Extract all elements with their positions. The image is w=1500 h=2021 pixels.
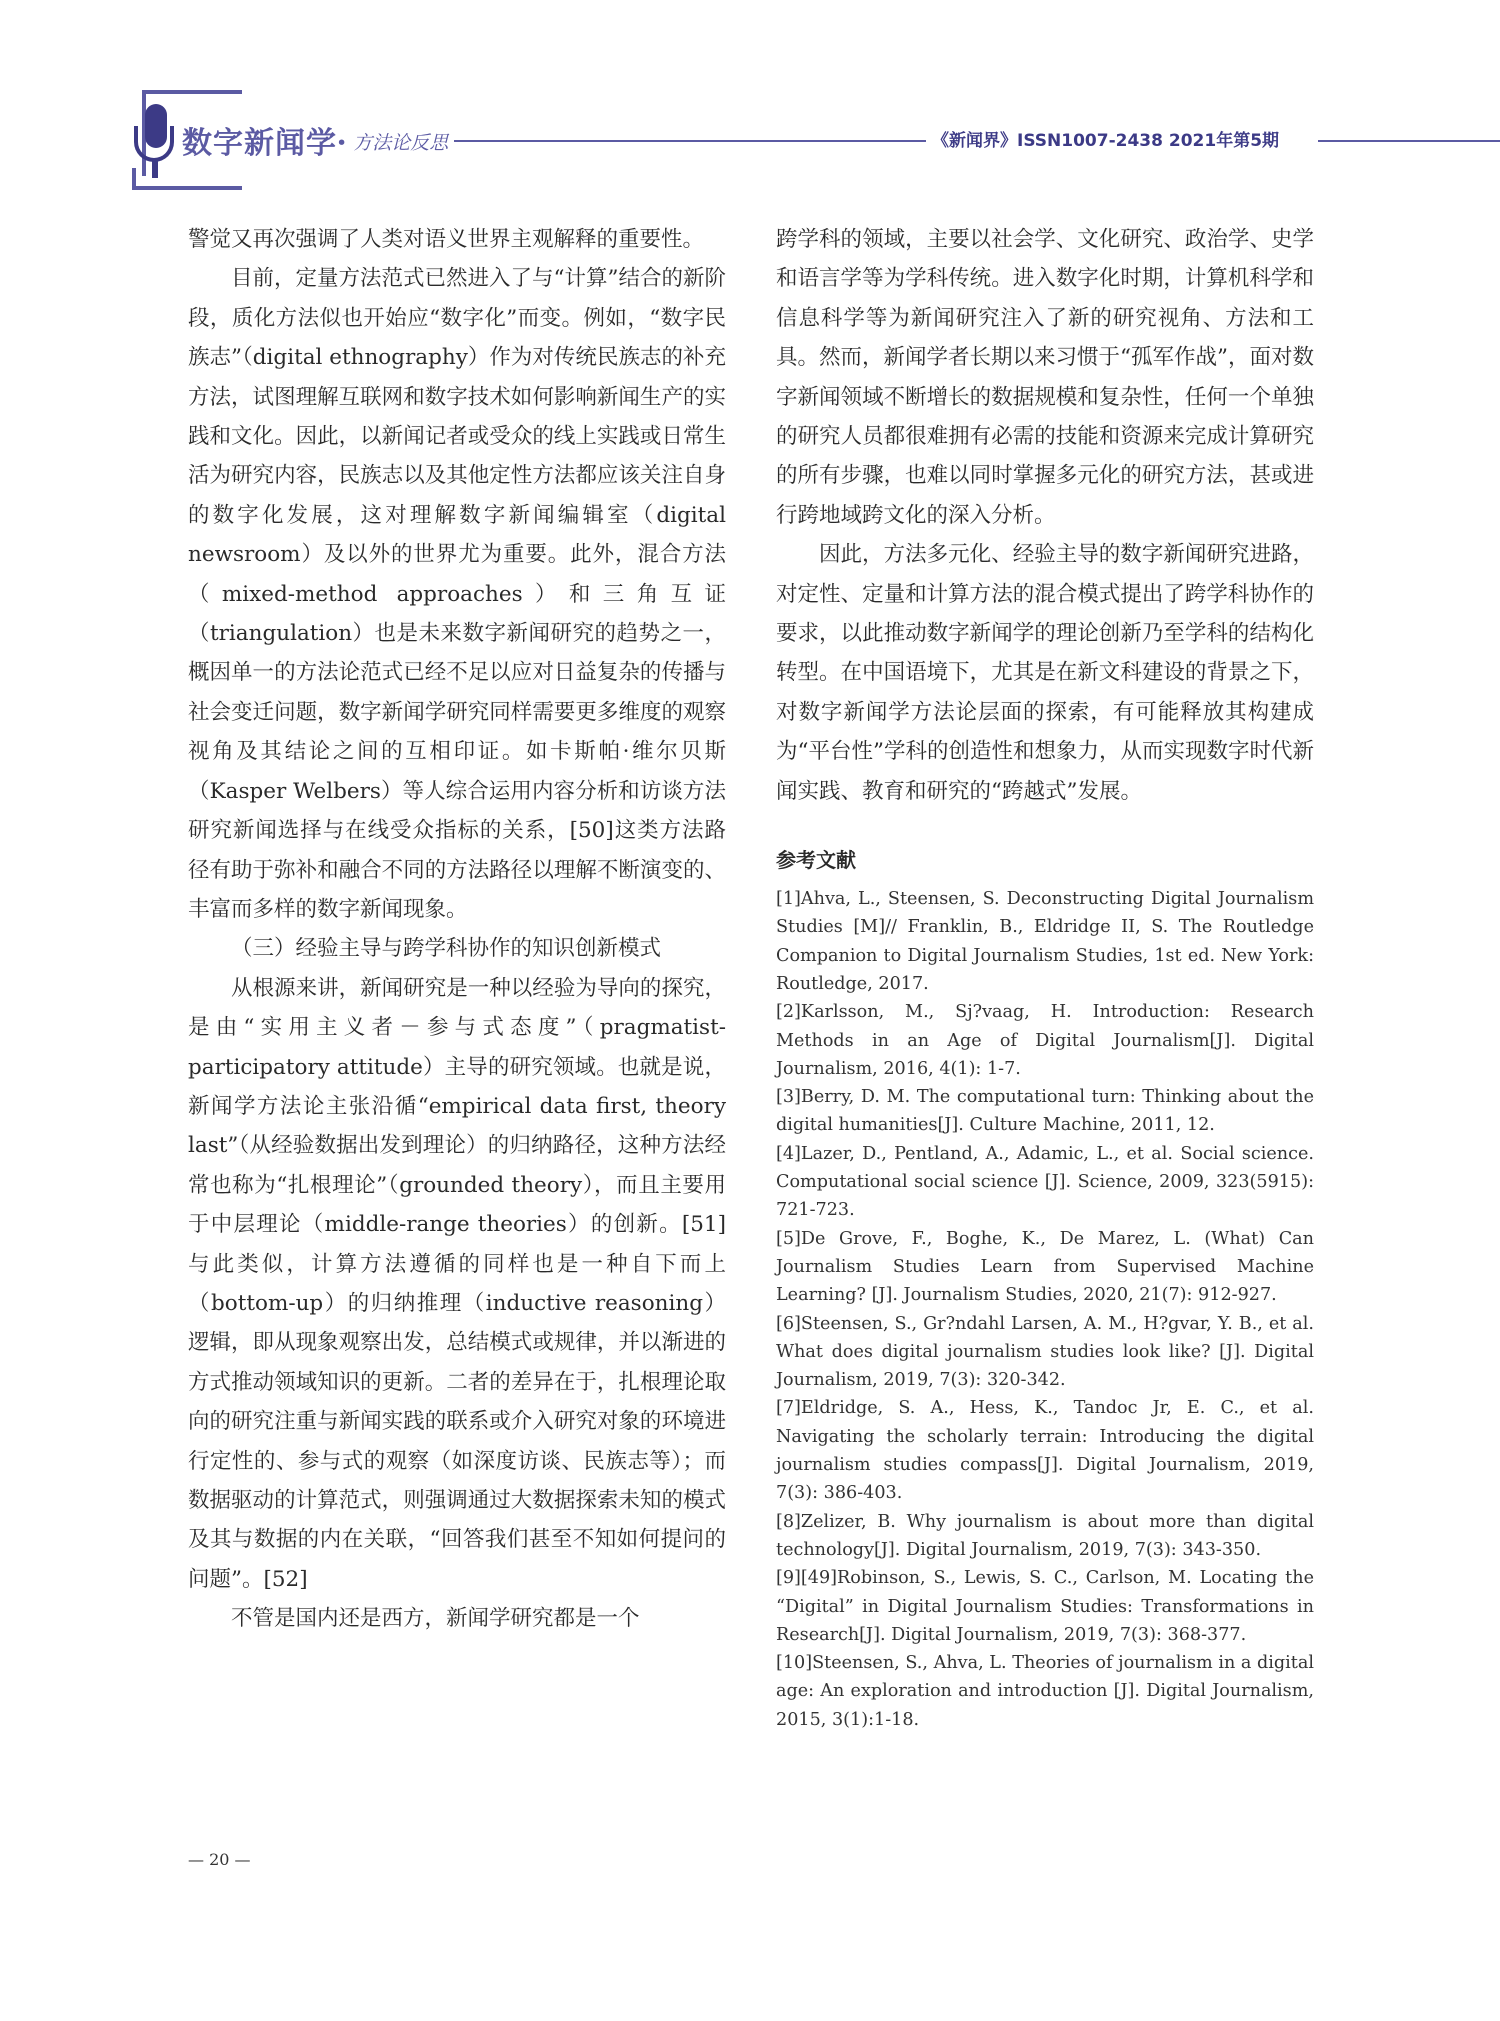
reference-item: [8]Zelizer, B. Why journalism is about more than digital technology[J]. Digital Journalism, 2019, 7(3): 343-350.	[776, 1511, 1314, 1560]
paragraph: 目前，定量方法范式已然进入了与“计算”结合的新阶段，质化方法似也开始应“数字化”而变。例如，“数字民族志”（digital ethnography）作为对传统民族志的补充方法，试图理解互联网和数字技术如何影响新闻生产的实践和文化。因此，以新闻记者或受众的线上实践或日常生活为研究内容，民族志以及其他定性方法都应该关注自身的数字化发展，这对理解数字新闻编辑室（digital newsroom）及以外的世界尤为重要。此外，混合方法（mixed-method approaches）和三角互证（triangulation）也是未来数字新闻研究的趋势之一，概因单一的方法论范式已经不足以应对日益复杂的传播与社会变迁问题，数字新闻学研究同样需要更多维度的观察视角及其结论之间的互相印证。如卡斯帕·维尔贝斯（Kasper Welbers）等人综合运用内容分析和访谈方法研究新闻选择与在线受众指标的关系，[50]这类方法路径有助于弥补和融合不同的方法路径以理解不断演变的、丰富而多样的数字新闻现象。	[188, 266, 726, 922]
right-column	[776, 220, 1314, 1734]
page-number: — 20 —	[188, 1850, 251, 1869]
reference-item: [1]Ahva, L., Steensen, S. Deconstructing Digital Journalism Studies [M]// Franklin, B., Eldridge II, S. The Routledge Companion to Digital Journalism Studies, 1st ed. New York: Routledge, 2017.	[776, 889, 1314, 994]
reference-item: [3]Berry, D. M. The computational turn: Thinking about the digital humanities[J]. Culture Machine, 2011, 12.	[776, 1087, 1314, 1136]
reference-item: [5]De Grove, F., Boghe, K., De Marez, L. (What) Can Journalism Studies Learn from Supervised Machine Learning? [J]. Journalism Studies, 2020, 21(7): 912-927.	[776, 1228, 1314, 1306]
paragraph: 不管是国内还是西方，新闻学研究都是一个	[231, 1606, 640, 1632]
paragraph: 从根源来讲，新闻研究是一种以经验为导向的探究，是由“实用主义者－参与式态度”（pragmatist-participatory attitude）主导的研究领域。也就是说，新闻学方法论主张沿循“empirical data first, theory last”（从经验数据出发到理论）的归纳路径，这种方法经常也称为“扎根理论”（grounded theory），而且主要用于中层理论（middle-range theories）的创新。[51]与此类似，计算方法遵循的同样也是一种自下而上（bottom-up）的归纳推理（inductive reasoning）逻辑，即从现象观察出发，总结模式或规律，并以渐进的方式推动领域知识的更新。二者的差异在于，扎根理论取向的研究注重与新闻实践的联系或介入研究对象的环境进行定性的、参与式的观察（如深度访谈、民族志等）；而数据驱动的计算范式，则强调通过大数据探索未知的模式及其与数据的内在关联，“回答我们甚至不知如何提问的问题”。[52]	[188, 975, 726, 1592]
logo-frame-bottom	[132, 168, 242, 190]
reference-item: [9][49]Robinson, S., Lewis, S. C., Carlson, M. Locating the “Digital” in Digital Journalism Studies: Transformations in Research[J]. Digital Journalism, 2019, 7(3): 368-377.	[776, 1568, 1314, 1645]
header-divider-right	[1318, 140, 1500, 142]
references-list	[776, 885, 1314, 1734]
reference-item: [10]Steensen, S., Ahva, L. Theories of journalism in a digital age: An exploration and introduction [J]. Digital Journalism, 2015, 3(1):1-18.	[776, 1653, 1314, 1730]
section-subheading: （三）经验主导与跨学科协作的知识创新模式	[231, 936, 662, 962]
paragraph: 警觉又再次强调了人类对语义世界主观解释的重要性。	[188, 227, 705, 252]
microphone-stem-icon	[152, 160, 158, 178]
header-divider-left	[454, 140, 926, 142]
references-title: 参考文献	[776, 848, 856, 873]
left-column	[188, 220, 726, 1639]
reference-item: [4]Lazer, D., Pentland, A., Adamic, L., et al. Social science. Computational social science [J]. Science, 2009, 323(5915): 721-723.	[776, 1143, 1314, 1221]
reference-item: [6]Steensen, S., Gr?ndahl Larsen, A. M., H?gvar, Y. B., et al. What does digital journalism studies look like? [J]. Digital Journalism, 2019, 7(3): 320-342.	[776, 1313, 1314, 1391]
section-name: • 方法论反思	[336, 132, 449, 154]
journal-name: 数字新闻学	[182, 126, 337, 161]
issue-info: 《新闻界》ISSN1007-2438 2021年第5期	[932, 131, 1280, 151]
reference-item: [7]Eldridge, S. A., Hess, K., Tandoc Jr, E. C., et al. Navigating the scholarly terrain: Introducing the digital journalism studies compass[J]. Digital Journalism, 2019, 7(3): 386-403.	[776, 1398, 1314, 1504]
reference-item: [2]Karlsson, M., Sj?vaag, H. Introduction: Research Methods in an Age of Digital Journalism[J]. Digital Journalism, 2016, 4(1): 1-7.	[776, 1002, 1314, 1079]
paragraph: 跨学科的领域，主要以社会学、文化研究、政治学、史学和语言学等为学科传统。进入数字化时期，计算机科学和信息科学等为新闻研究注入了新的研究视角、方法和工具。然而，新闻学者长期以来习惯于“孤军作战”，面对数字新闻领域不断增长的数据规模和复杂性，任何一个单独的研究人员都很难拥有必需的技能和资源来完成计算研究的所有步骤，也难以同时掌握多元化的研究方法，甚或进行跨地域跨文化的深入分析。	[776, 227, 1314, 528]
paragraph: 因此，方法多元化、经验主导的数字新闻研究进路，对定性、定量和计算方法的混合模式提出了跨学科协作的要求，以此推动数字新闻学的理论创新乃至学科的结构化转型。在中国语境下，尤其是在新文科建设的背景之下，对数字新闻学方法论层面的探索，有可能释放其构建成为“平台性”学科的创造性和想象力，从而实现数字时代新闻实践、教育和研究的“跨越式”发展。	[776, 542, 1314, 804]
